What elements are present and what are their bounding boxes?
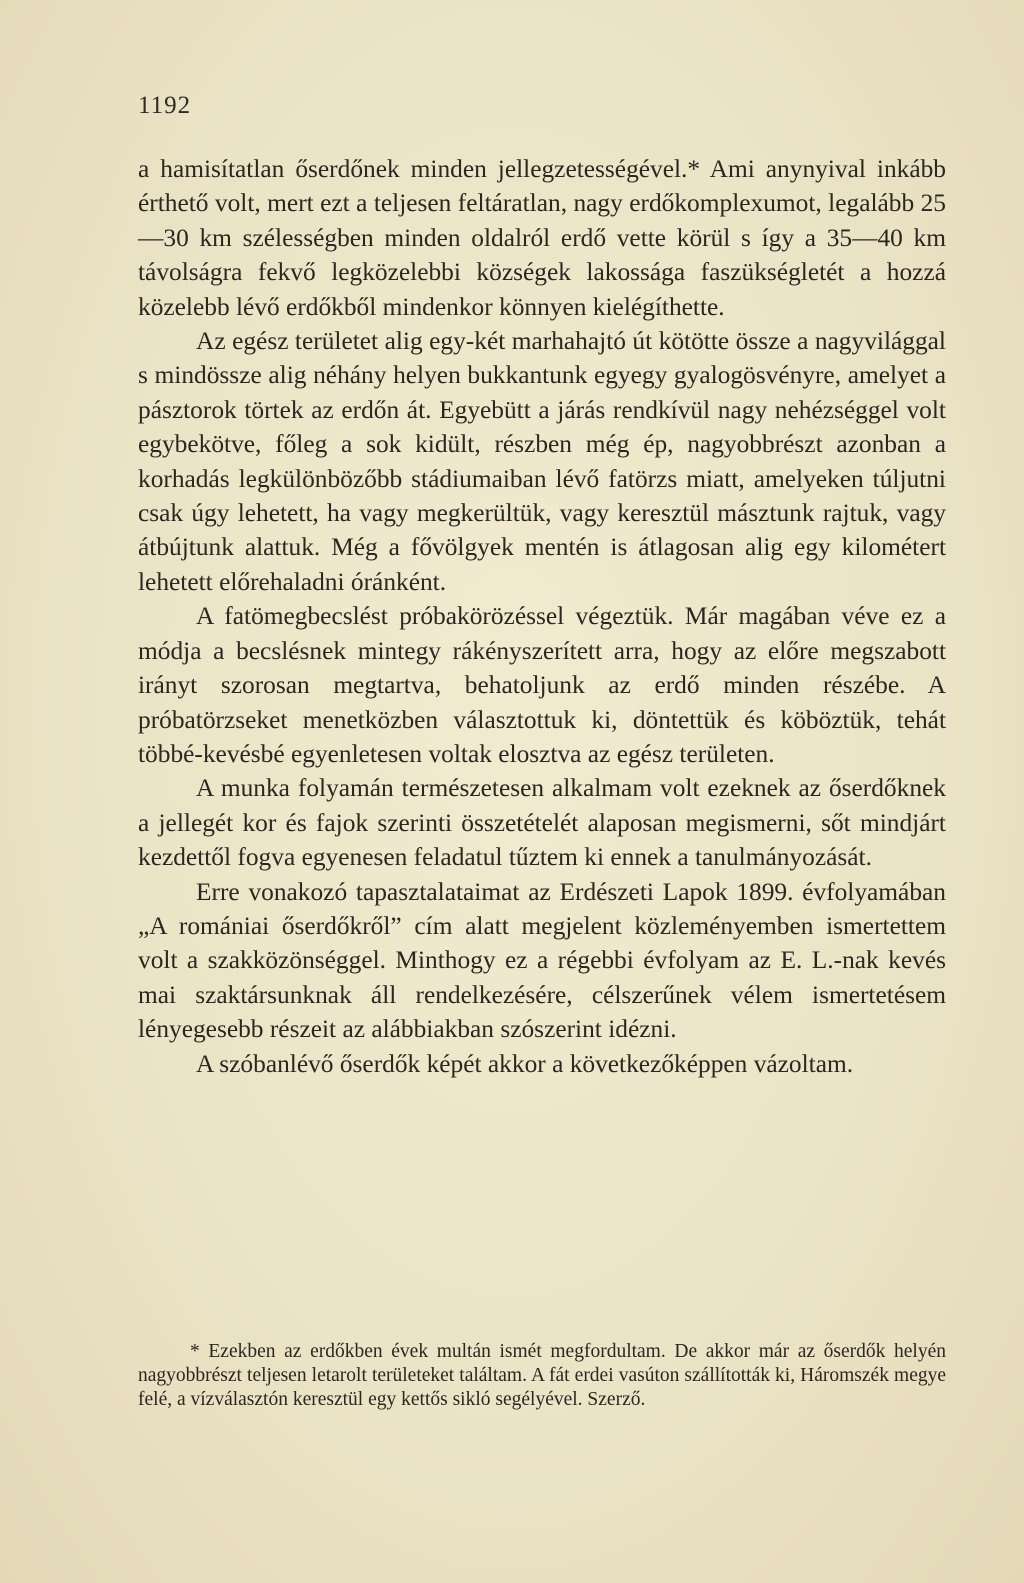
paragraph-1: a hamisítatlan őserdőnek minden jellegzetességével.* Ami anynyival inkább érthető volt, mert ezt a teljesen feltáratlan, nagy erdőkomplexumot, legalább 25—30 km szélességben minden oldalról erdő vette körül s így a 35—40 km távolságra fekvő legközelebbi községek lakossága faszükségletét a hozzá közelebb lévő erdőkből mindenkor könnyen kielégíthette. <box>138 155 946 321</box>
paragraph-2: Az egész területet alig egy-két marhahajtó út kötötte össze a nagyvilággal s mindössze alig néhány helyen bukkantunk egyegy gyalogösvényre, amelyet a pásztorok törtek az erdőn át. Egyebütt a járás rendkívül nagy nehézséggel volt egybekötve, főleg a sok kidült, részben még ép, nagyobbrészt azonban a korhadás legkülönbözőbb stádiumaiban lévő fatörzs miatt, amelyeken túljutni csak úgy lehetett, ha vagy megkerültük, vagy keresztül másztunk rajtuk, vagy átbújtunk alattuk. Még a fővölgyek mentén is átlagosan alig egy kilométert lehetett előrehaladni óránként. <box>138 327 946 596</box>
footnote: * Ezekben az erdőkben évek multán ismét megfordultam. De akkor már az őserdők helyén nagyobbrészt teljesen letarolt területeket találtam. A fát erdei vasúton szállították ki, Háromszék megye felé, a vízválasztón keresztül egy kettős sikló segélyével. Szerző. <box>138 1341 946 1410</box>
paragraph-4: A munka folyamán természetesen alkalmam volt ezeknek az őserdőknek a jellegét kor és fajok szerinti összetételét alaposan megismerni, sőt mindjárt kezdettől fogva egyenesen feladatul tűztem ki ennek a tanulmányozását. <box>138 774 946 872</box>
paragraph-5: Erre vonakozó tapasztalataimat az Erdészeti Lapok 1899. évfolyamában „A romániai őserdőkről” cím alatt megjelent közleményemben ismertettem volt a szakközönséggel. Minthogy ez a régebbi évfolyam az E. L.-nak kevés mai szaktársunknak áll rendelkezésére, célszerűnek vélem ismertetésem lényegesebb részeit az alábbiakban szószerint idézni. <box>138 877 946 1044</box>
body-text <box>138 152 946 1081</box>
paragraph-6: A szóbanlévő őserdők képét akkor a következőképpen vázoltam. <box>196 1049 854 1078</box>
paragraph-3: A fatömegbecslést próbakörözéssel végeztük. Már magában véve ez a módja a becslésnek mintegy rákényszerített arra, hogy az előre megszabott irányt szorosan megtartva, behatoljunk az erdő minden részébe. A próbatörzseket menetközben választottuk ki, döntettük és köböztük, tehát többé-kevésbé egyenletesen voltak elosztva az egész területen. <box>138 602 946 768</box>
footnote-section <box>138 1340 946 1412</box>
page-number: 1192 <box>138 92 192 119</box>
